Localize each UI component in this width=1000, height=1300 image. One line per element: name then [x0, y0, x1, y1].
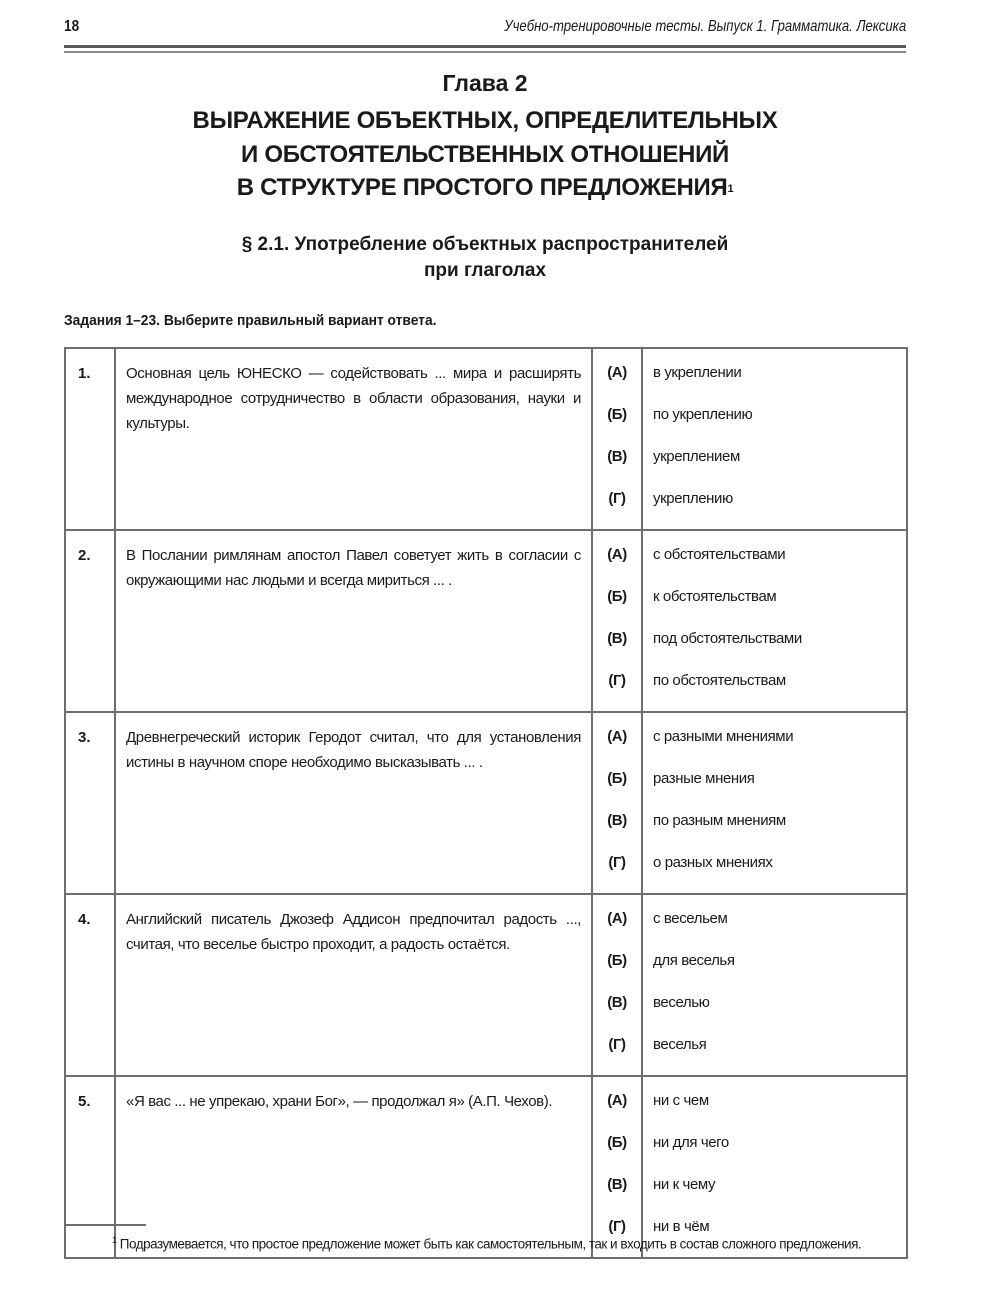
running-head [64, 16, 906, 40]
answer-option[interactable]: разные мнения [653, 770, 755, 787]
option-texts [642, 530, 907, 712]
option-letter[interactable]: (В) [607, 1176, 627, 1193]
option-letter[interactable]: (А) [607, 364, 627, 381]
chapter-title-line-text: В СТРУКТУРЕ ПРОСТОГО ПРЕДЛОЖЕНИЯ [236, 174, 728, 201]
section-title-line: при глаголах [423, 260, 547, 281]
task-row [65, 530, 907, 712]
answer-option[interactable]: ни для чего [653, 1134, 729, 1151]
task-question: Древнегреческий историк Геродот считал, что для установления истины в научном споре необходимо высказывать ... . [115, 712, 592, 894]
answer-option[interactable]: с обстоятельствами [653, 546, 786, 563]
option-texts [642, 894, 907, 1076]
option-letters [592, 894, 642, 1076]
option-letter[interactable]: (Б) [607, 952, 627, 969]
option-letter[interactable]: (А) [607, 728, 627, 745]
option-letter[interactable]: (А) [607, 546, 627, 563]
answer-option[interactable]: с разными мнениями [653, 728, 794, 745]
task-number: 5. [65, 1076, 115, 1258]
option-letter[interactable]: (Г) [608, 854, 626, 871]
answer-option[interactable]: с весельем [653, 910, 728, 927]
answer-option[interactable]: о разных мнениях [653, 854, 773, 871]
task-question: Английский писатель Джозеф Аддисон предпочитал радость ..., считая, что веселье быстро проходит, а радость остаётся. [115, 894, 592, 1076]
task-number: 3. [65, 712, 115, 894]
footnote [64, 1230, 906, 1255]
option-letter[interactable]: (Б) [607, 770, 627, 787]
option-letter[interactable]: (В) [607, 812, 627, 829]
answer-option[interactable]: укреплению [653, 490, 733, 507]
answer-option[interactable]: ни к чему [653, 1176, 716, 1193]
option-letter[interactable]: (Г) [608, 1218, 626, 1235]
answer-option[interactable]: веселья [653, 1036, 707, 1053]
option-letter[interactable]: (В) [607, 630, 627, 647]
task-row [65, 348, 907, 530]
option-letter[interactable]: (Б) [607, 406, 627, 423]
page-number: 18 [64, 18, 80, 35]
task-question: В Послании римлянам апостол Павел советует жить в согласии с окружающими нас людьми и всегда мириться ... . [115, 530, 592, 712]
answer-option[interactable]: в укреплении [653, 364, 742, 381]
option-letter[interactable]: (Б) [607, 588, 627, 605]
chapter-title-line: И ОБСТОЯТЕЛЬСТВЕННЫХ ОТНОШЕНИЙ [241, 140, 729, 168]
option-letter[interactable]: (В) [607, 994, 627, 1011]
option-letter[interactable]: (Г) [608, 490, 626, 507]
option-texts [642, 348, 907, 530]
running-title: Учебно-тренировочные тесты. Выпуск 1. Грамматика. Лексика [504, 18, 906, 35]
tasks-table [64, 347, 908, 1259]
footnote-mark: 1 [112, 1235, 117, 1245]
option-letter[interactable]: (Г) [608, 672, 626, 689]
task-question: «Я вас ... не упрекаю, храни Бог», — продолжал я» (А.П. Чехов). [115, 1076, 592, 1258]
task-row [65, 894, 907, 1076]
chapter-title-line: ВЫРАЖЕНИЕ ОБЪЕКТНЫХ, ОПРЕДЕЛИТЕЛЬНЫХ [192, 107, 778, 134]
task-question: Основная цель ЮНЕСКО — содействовать ... мира и расширять международное сотрудничество в области образования, науки и культуры. [115, 348, 592, 530]
footnote-reference[interactable]: 1 [727, 183, 734, 195]
task-number: 4. [65, 894, 115, 1076]
section-title-line: § 2.1. Употребление объектных распространителей [241, 234, 729, 255]
answer-option[interactable]: к обстоятельствам [653, 588, 777, 605]
task-row [65, 712, 907, 894]
option-letter[interactable]: (В) [607, 448, 627, 465]
option-letter[interactable]: (Г) [608, 1036, 626, 1053]
section-title [64, 232, 906, 284]
answer-option[interactable]: веселью [653, 994, 710, 1011]
answer-option[interactable]: для веселья [653, 952, 735, 969]
answer-option[interactable]: по обстоятельствам [653, 672, 786, 689]
answer-option[interactable]: по разным мнениям [653, 812, 786, 829]
option-letters [592, 712, 642, 894]
chapter-title-line [64, 171, 906, 205]
task-instruction: Задания 1–23. Выберите правильный вариант ответа. [64, 312, 437, 329]
answer-option[interactable]: укреплением [653, 448, 740, 465]
option-letter[interactable]: (А) [607, 910, 627, 927]
option-letter[interactable]: (А) [607, 1092, 627, 1109]
chapter-title [64, 104, 906, 205]
answer-option[interactable]: ни в чём [653, 1218, 710, 1235]
chapter-label: Глава 2 [442, 70, 528, 96]
header-rule-thick [64, 45, 906, 48]
header-rule-thin [64, 51, 906, 53]
option-texts [642, 712, 907, 894]
option-letter[interactable]: (Б) [607, 1134, 627, 1151]
answer-option[interactable]: ни с чем [653, 1092, 709, 1109]
footnote-text: Подразумевается, что простое предложение может быть как самостоятельным, так и входить в состав сложного предложения. [119, 1236, 862, 1252]
option-letters [592, 348, 642, 530]
footnote-rule [64, 1224, 146, 1226]
answer-option[interactable]: под обстоятельствами [653, 630, 802, 647]
option-letters [592, 530, 642, 712]
task-number: 1. [65, 348, 115, 530]
task-number: 2. [65, 530, 115, 712]
answer-option[interactable]: по укреплению [653, 406, 753, 423]
